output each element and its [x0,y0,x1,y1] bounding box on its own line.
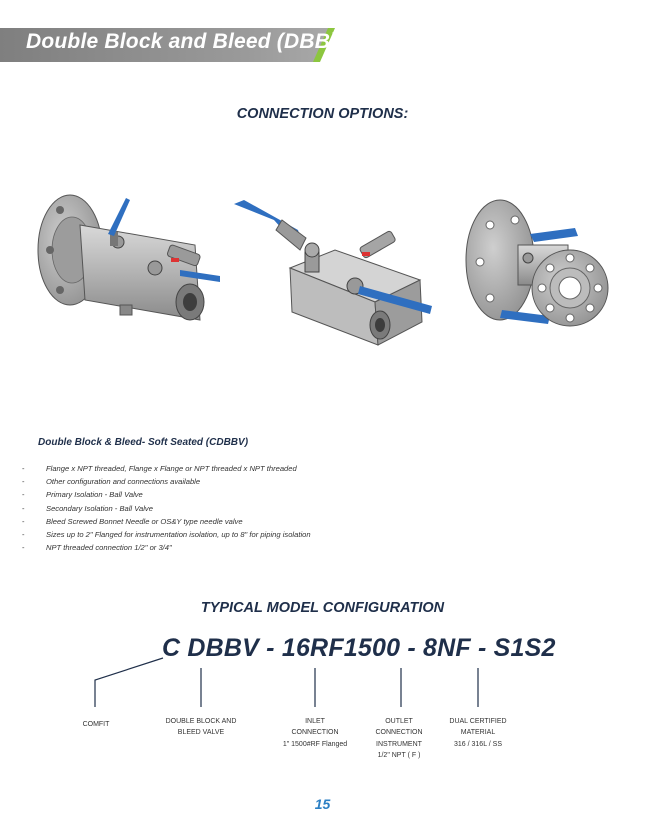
list-item: - Flange x NPT threaded, Flange x Flange or NPT threaded x NPT threaded [22,464,297,473]
connector-line-comfit [95,658,163,707]
label-inlet-connection: INLET CONNECTION 1" 1500#RF Flanged [282,718,348,748]
label-dual-certified-material: DUAL CERTIFIED MATERIAL 316 / 316L / SS [449,718,507,748]
list-item: - Other configuration and connections available [22,477,201,487]
label-double-block-bleed-valve: DOUBLE BLOCK AND BLEED VALVE [165,718,237,737]
page-title: Double Block and Bleed (DBB) [26,30,338,53]
model-code: C DBBV - 16RF1500 - 8NF - S1S2 [162,634,556,662]
product-subtitle: Double Block & Bleed- Soft Seated (CDBBV) [38,437,249,448]
label-outlet-connection: OUTLET CONNECTION INSTRUMENT 1/2" NPT ( F ) [375,718,423,759]
model-config-heading: TYPICAL MODEL CONFIGURATION [200,600,445,616]
page-number: 15 [314,796,331,812]
list-item: - Primary Isolation - Ball Valve [22,490,143,500]
connection-options-heading: CONNECTION OPTIONS: [236,106,409,122]
list-item: - NPT threaded connection 1/2" or 3/4" [22,543,172,553]
label-comfit: COMFIT [82,721,110,728]
list-item: - Secondary Isolation - Ball Valve [22,503,153,513]
list-item: - Sizes up to 2" Flanged for instrumentation isolation, up to 8" for piping isolation [22,529,311,539]
list-item: - Bleed Screwed Bonnet Needle or OS&Y type needle valve [22,516,243,526]
